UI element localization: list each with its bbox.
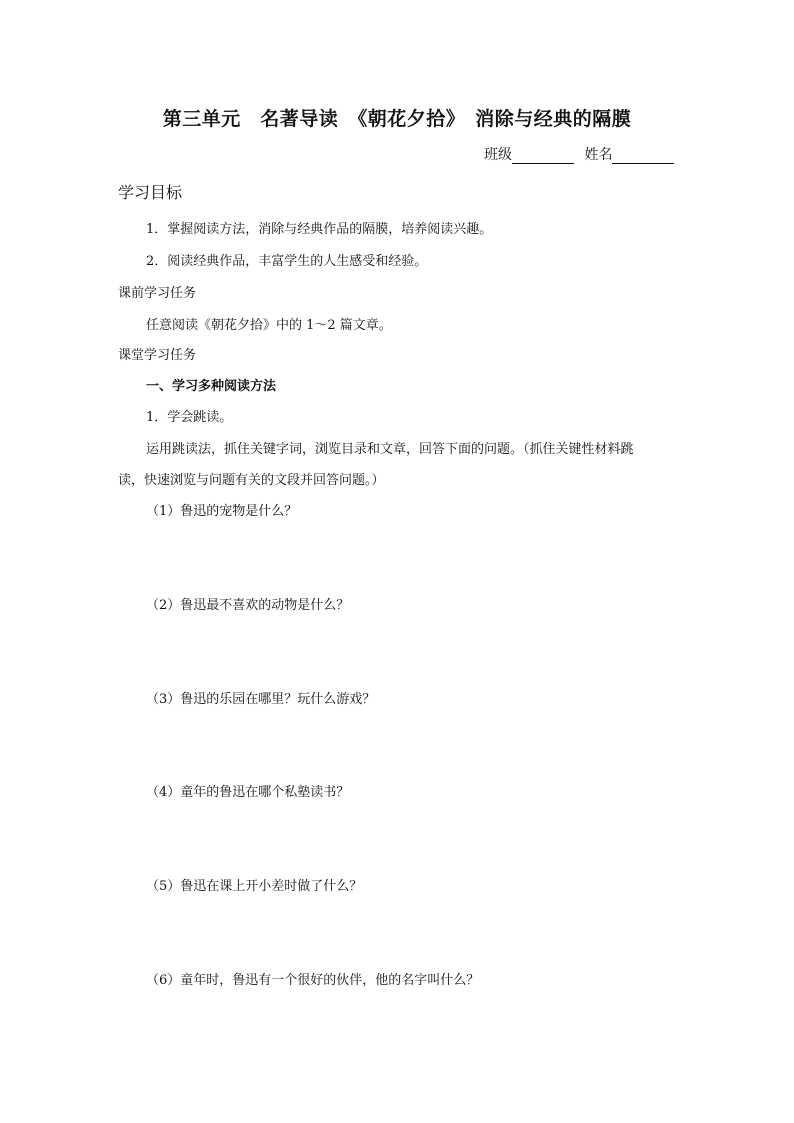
section-heading: 一、学习多种阅读方法: [146, 379, 277, 394]
goals-heading: 学习目标: [118, 183, 183, 202]
name-label: 姓名: [584, 147, 613, 163]
page-title: 第三单元 名著导读 《朝花夕拾》 消除与经典的隔膜: [162, 108, 632, 130]
question-item: （5）鲁迅在课上开小差时做了什么？: [146, 879, 363, 894]
name-blank: [612, 150, 674, 164]
question-item: （1）鲁迅的宠物是什么？: [146, 504, 298, 519]
class-blank: [512, 150, 574, 164]
question-item: （3）鲁迅的乐园在哪里？玩什么游戏？: [146, 692, 376, 707]
pre-task-heading: 课前学习任务: [118, 286, 197, 301]
instruction-line: 读，快速浏览与问题有关的文段并回答问题。）: [118, 473, 385, 488]
question-item: （2）鲁迅最不喜欢的动物是什么？: [146, 598, 350, 613]
class-task-heading: 课堂学习任务: [118, 348, 197, 363]
class-label: 班级: [484, 147, 512, 163]
pre-task-text: 任意阅读《朝花夕拾》中的 1～2 篇文章。: [146, 318, 392, 333]
question-item: （4）童年的鲁迅在哪个私塾读书？: [146, 785, 350, 800]
student-info: [484, 144, 674, 164]
question-item: （6）童年时，鲁迅有一个很好的伙伴，他的名字叫什么？: [146, 973, 480, 988]
goal-item: 2．阅读经典作品，丰富学生的人生感受和经验。: [146, 254, 428, 269]
goal-item: 1．掌握阅读方法，消除与经典作品的隔膜，培养阅读兴趣。: [146, 222, 493, 237]
instruction-line: 运用跳读法，抓住关键字词，浏览目录和文章，回答下面的问题。（抓住关键性材料跳: [146, 442, 634, 457]
item-heading: 1．学会跳读。: [146, 410, 233, 425]
